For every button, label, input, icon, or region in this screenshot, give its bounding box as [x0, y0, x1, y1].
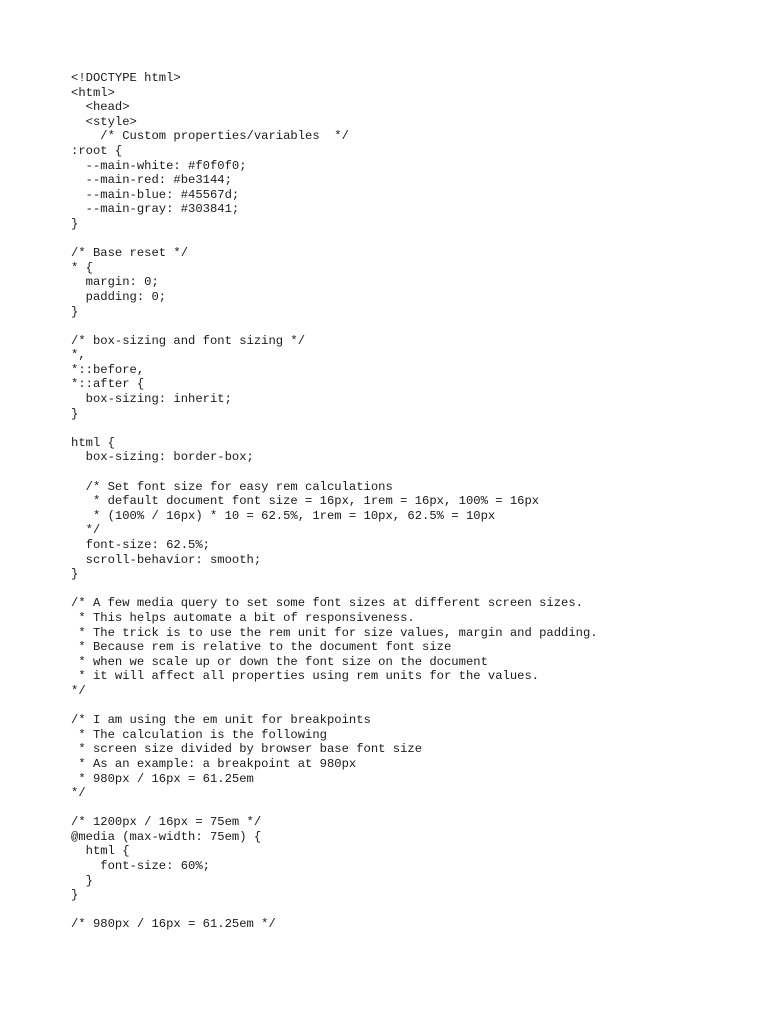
code-line: * As an example: a breakpoint at 980px — [71, 756, 357, 771]
code-line — [71, 232, 731, 247]
code-line — [71, 801, 731, 816]
code-line: * it will affect all properties using rem units for the values. — [71, 669, 540, 684]
code-line: * when we scale up or down the font size on the document — [71, 654, 488, 669]
code-line: <html> — [71, 85, 115, 100]
code-line: * This helps automate a bit of responsiveness. — [71, 610, 415, 625]
code-line: box-sizing: border-box; — [71, 450, 254, 465]
code-line: * Because rem is relative to the document font size — [71, 640, 452, 655]
code-line: /* 980px / 16px = 61.25em */ — [71, 917, 276, 932]
code-line: --main-red: #be3144; — [71, 173, 232, 188]
code-line: * screen size divided by browser base font size — [71, 742, 423, 757]
code-line: } — [71, 873, 93, 888]
code-line: *, — [71, 348, 86, 363]
code-line: scroll-behavior: smooth; — [71, 552, 262, 567]
code-line — [71, 699, 731, 714]
code-line — [71, 582, 731, 597]
code-line: <!DOCTYPE html> — [71, 71, 181, 85]
code-line: <style> — [71, 114, 137, 129]
code-line: } — [71, 216, 79, 231]
code-line: } — [71, 406, 79, 421]
code-line — [71, 319, 731, 334]
code-line: */ — [71, 683, 86, 698]
code-line: /* Custom properties/variables */ — [71, 129, 349, 144]
code-line: @media (max-width: 75em) { — [71, 829, 262, 844]
code-line: :root { — [71, 143, 123, 158]
code-line: /* box-sizing and font sizing */ — [71, 333, 306, 348]
code-line: /* I am using the em unit for breakpoints — [71, 713, 371, 728]
code-line: --main-white: #f0f0f0; — [71, 158, 247, 173]
code-line: <head> — [71, 100, 130, 115]
code-line: --main-blue: #45567d; — [71, 187, 240, 202]
code-line: font-size: 60%; — [71, 859, 210, 874]
code-line: margin: 0; — [71, 275, 159, 290]
code-line: } — [71, 888, 79, 903]
code-line: */ — [71, 786, 86, 801]
code-line: --main-gray: #303841; — [71, 202, 240, 217]
code-line: * The trick is to use the rem unit for size values, margin and padding. — [71, 625, 598, 640]
code-line: */ — [71, 523, 101, 538]
code-line: * default document font size = 16px, 1rem = 16px, 100% = 16px — [71, 494, 540, 509]
code-line: * The calculation is the following — [71, 727, 327, 742]
code-line: /* Base reset */ — [71, 246, 189, 261]
code-line — [71, 421, 731, 436]
code-line — [71, 465, 731, 480]
code-line: * (100% / 16px) * 10 = 62.5%, 1rem = 10px, 62.5% = 10px — [71, 508, 496, 523]
code-line: padding: 0; — [71, 289, 167, 304]
code-line: box-sizing: inherit; — [71, 392, 232, 407]
code-line: /* Set font size for easy rem calculations — [71, 479, 393, 494]
code-text-block — [71, 71, 731, 932]
code-line: } — [71, 304, 79, 319]
code-line: * 980px / 16px = 61.25em — [71, 771, 254, 786]
code-line: *::before, — [71, 362, 145, 377]
code-line: } — [71, 567, 79, 582]
code-line: /* A few media query to set some font sizes at different screen sizes. — [71, 596, 583, 611]
code-line: html { — [71, 844, 130, 859]
code-line: * { — [71, 260, 93, 275]
code-line: font-size: 62.5%; — [71, 538, 210, 552]
code-line — [71, 903, 731, 918]
code-line: /* 1200px / 16px = 75em */ — [71, 815, 262, 830]
code-line: html { — [71, 435, 115, 450]
code-line: *::after { — [71, 377, 145, 392]
